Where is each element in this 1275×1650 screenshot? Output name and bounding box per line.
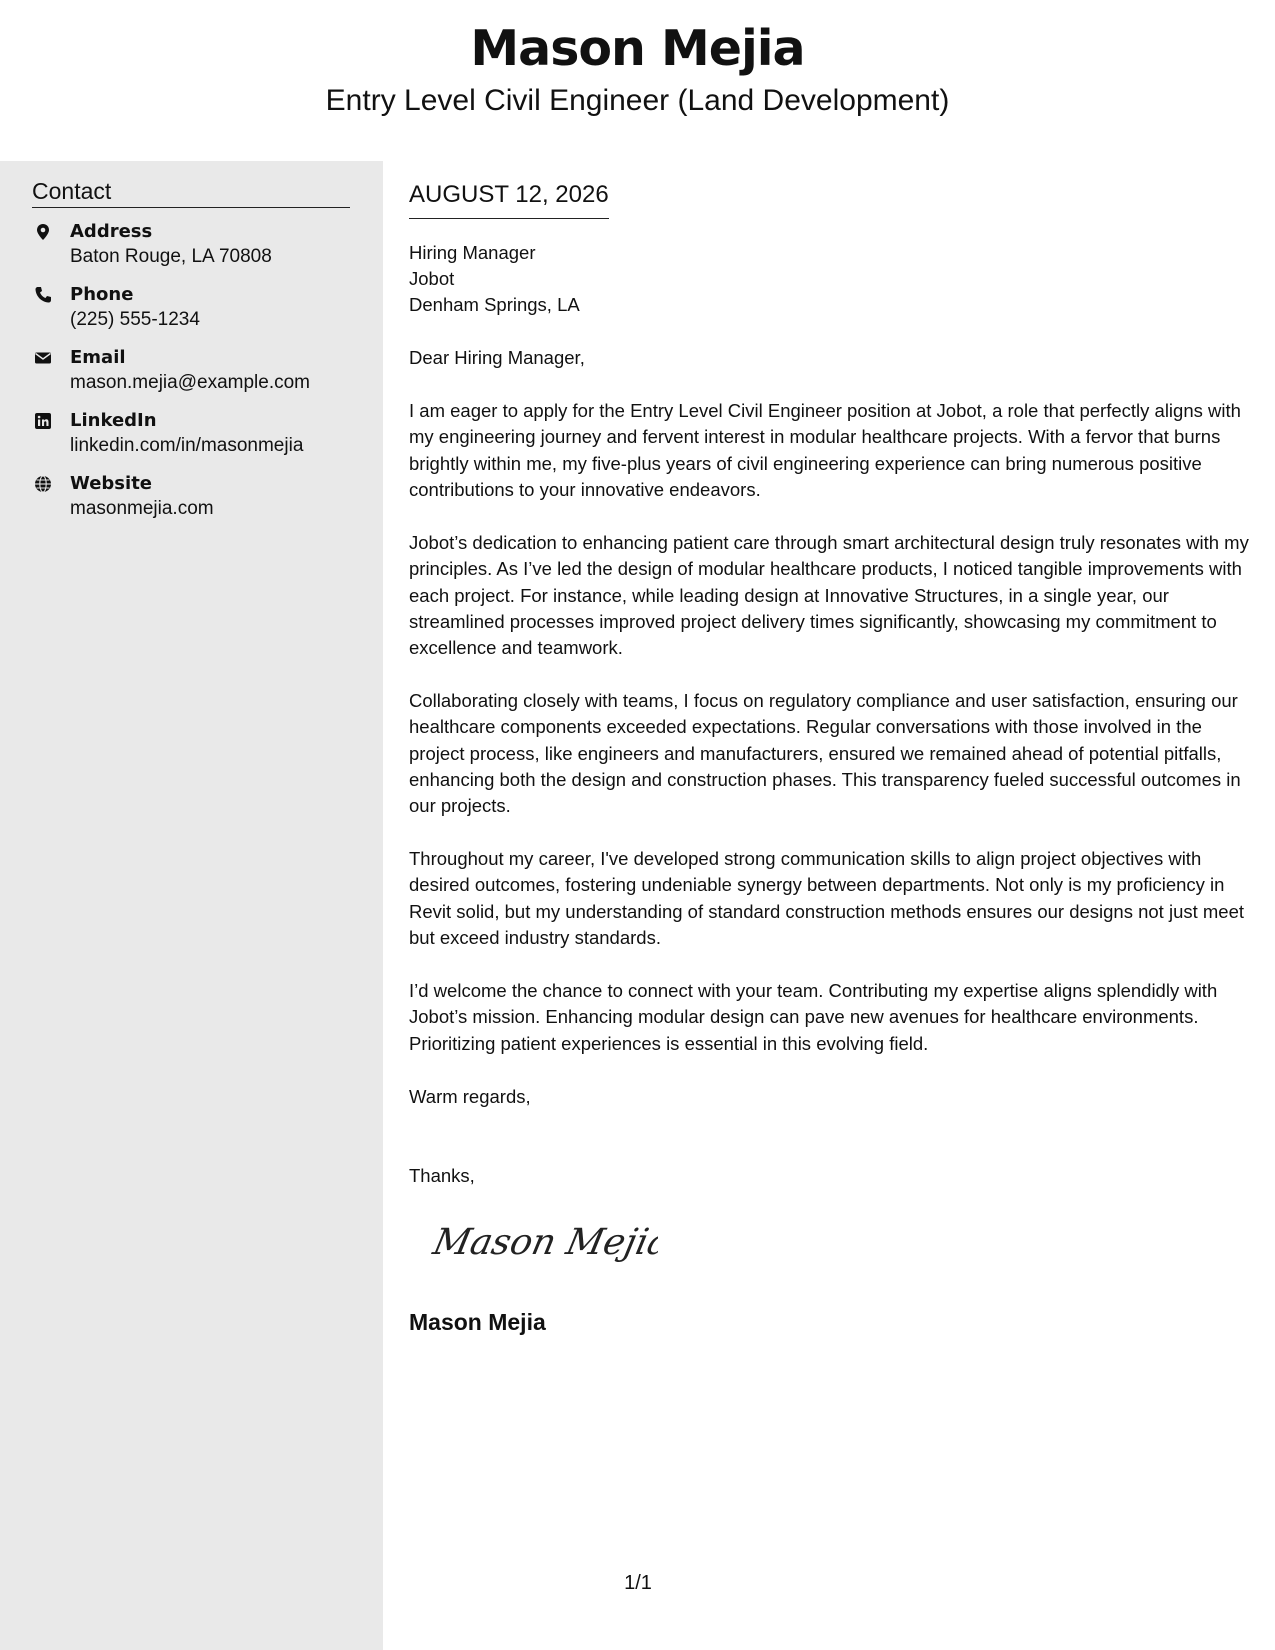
job-title: Entry Level Civil Engineer (Land Development) [325, 84, 950, 117]
email-value: mason.mejia@example.com [70, 372, 310, 393]
recipient-location: Denham Springs, LA [409, 294, 580, 315]
applicant-name: Mason Mejia [470, 20, 805, 77]
letter-paragraph: Throughout my career, I've developed strong communication skills to align project objectives with desired outcomes, fostering undeniable synergy between departments. Not only is my proficiency in Revit solid, but my understanding of standard construction methods ensures our designs not just meet but exceed industry standards. [409, 848, 1245, 948]
svg-text:Mason Mejia: Mason Mejia [429, 1220, 658, 1263]
recipient-name: Hiring Manager [409, 242, 536, 263]
address-label: Address [70, 221, 153, 242]
website-value: masonmejia.com [70, 498, 214, 519]
page-header [0, 0, 1275, 160]
recipient-block [409, 240, 580, 318]
salutation: Dear Hiring Manager, [409, 347, 585, 368]
phone-label: Phone [70, 284, 134, 305]
globe-icon [34, 475, 52, 493]
linkedin-icon [34, 412, 52, 430]
phone-icon [34, 286, 52, 304]
linkedin-value: linkedin.com/in/masonmejia [70, 435, 304, 456]
letter-date: AUGUST 12, 2026 [409, 180, 609, 219]
contact-email [32, 347, 362, 399]
phone-value: (225) 555-1234 [70, 309, 200, 330]
envelope-icon [34, 349, 52, 367]
letter-paragraph: Jobot’s dedication to enhancing patient care through smart architectural design truly resonates with my principles. As I’ve led the design of modular healthcare products, I noticed tangible improvements with each project. For instance, while leading design at Innovative Structures, in a single year, our streamlined processes improved project delivery times significantly, showcasing my commitment to excellence and teamwork. [409, 532, 1249, 659]
website-label: Website [70, 473, 153, 494]
linkedin-label: LinkedIn [70, 410, 157, 431]
address-value: Baton Rouge, LA 70808 [70, 246, 272, 267]
contact-address [32, 221, 362, 273]
letter-paragraph: I’d welcome the chance to connect with your team. Contributing my expertise aligns splendidly with Jobot’s mission. Enhancing modular design can pave new avenues for healthcare environments. Prioritizing patient experiences is essential in this evolving field. [409, 980, 1218, 1054]
page-number: 1/1 [624, 1572, 652, 1594]
contact-heading: Contact [32, 177, 350, 208]
map-pin-icon [34, 223, 52, 241]
contact-linkedin [32, 410, 362, 462]
recipient-company: Jobot [409, 268, 455, 289]
email-label: Email [70, 347, 126, 368]
contact-website [32, 473, 362, 525]
closing: Warm regards, [409, 1086, 531, 1107]
letter-paragraph: Collaborating closely with teams, I focus on regulatory compliance and user satisfaction, ensuring our healthcare components exceeded expectations. Regular conversations with those involved in the project process, like engineers and manufacturers, ensured we remained ahead of potential pitfalls, enhancing both the design and construction phases. This transparency fueled successful outcomes in our projects. [409, 690, 1241, 817]
signoff-name: Mason Mejia [409, 1309, 546, 1335]
letter-paragraph: I am eager to apply for the Entry Level Civil Engineer position at Jobot, a role that perfectly aligns with my engineering journey and fervent interest in modular healthcare projects. With a fervor that burns brightly within me, my five-plus years of civil engineering experience can bring numerous positive contributions to your innovative endeavors. [409, 400, 1241, 500]
contact-phone [32, 284, 362, 336]
thanks-line: Thanks, [409, 1165, 475, 1186]
handwritten-signature [428, 1214, 658, 1270]
